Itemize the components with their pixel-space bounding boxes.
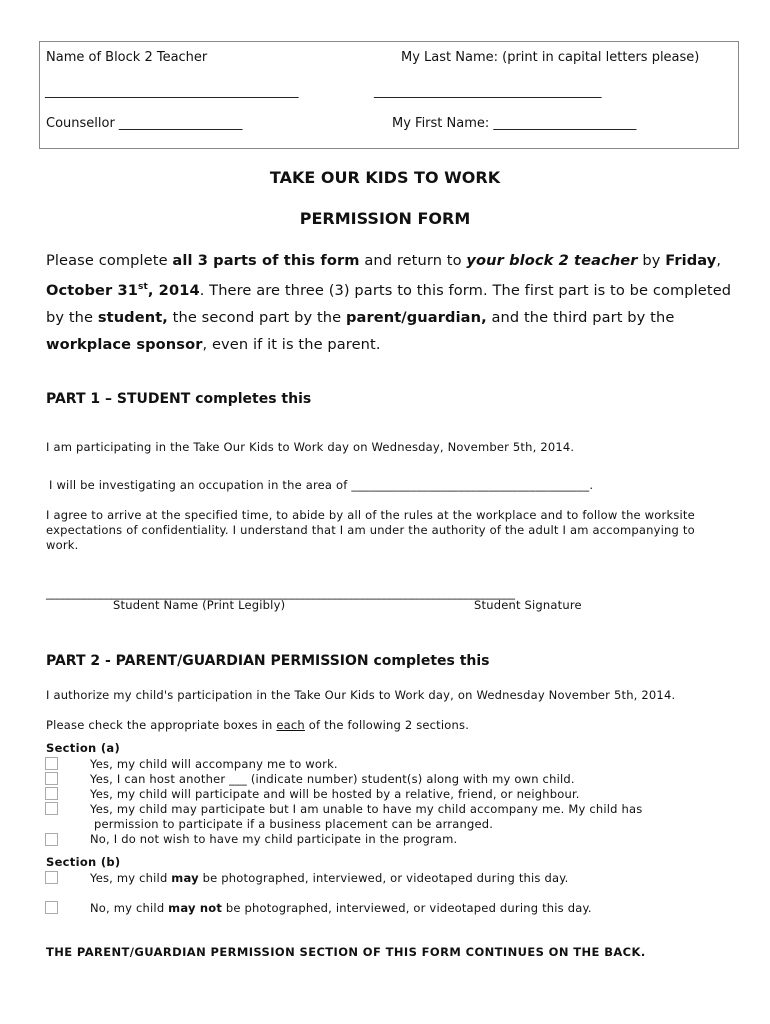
option-a4: Yes, my child may participate but I am unable to have my child accompany me. My child has <box>90 802 643 816</box>
teacher-label: Name of Block 2 Teacher <box>46 50 208 65</box>
continues-on-back-notice: THE PARENT/GUARDIAN PERMISSION SECTION OF THIS FORM CONTINUES ON THE BACK. <box>46 945 646 959</box>
form-subtitle: PERMISSION FORM <box>299 209 471 228</box>
student-info-box <box>39 41 739 149</box>
teacher-field[interactable]: _______________________________________ <box>45 84 299 99</box>
checkbox-a5[interactable] <box>45 833 58 846</box>
section-b-label: Section (b) <box>46 855 121 869</box>
student-name-label: Student Name (Print Legibly) <box>113 598 286 612</box>
checkbox-a1[interactable] <box>45 757 58 770</box>
part2-heading: PART 2 - PARENT/GUARDIAN PERMISSION completes this <box>46 653 490 669</box>
counsellor-field[interactable]: Counsellor ___________________ <box>46 116 243 131</box>
last-name-field[interactable]: ___________________________________ <box>374 84 602 99</box>
occupation-field[interactable]: I will be investigating an occupation in the area of ________________________________________. <box>49 478 594 492</box>
checkbox-b1[interactable] <box>45 871 58 884</box>
option-a1: Yes, my child will accompany me to work. <box>90 757 338 771</box>
option-b1: Yes, my child may be photographed, interviewed, or videotaped during this day. <box>90 871 569 885</box>
intro-paragraph: Please complete all 3 parts of this form and return to your block 2 teacher by Friday, October 31st, 2014. There are three (3) parts to this form. The first part is to be completed by the student, the second part by the parent/guardian, and the third part by the workplace sponsor, even if it is the parent. <box>46 252 732 353</box>
check-instruction: Please check the appropriate boxes in each of the following 2 sections. <box>46 718 470 732</box>
first-name-field[interactable]: My First Name: ______________________ <box>392 116 637 131</box>
student-signature-label: Student Signature <box>474 598 582 612</box>
option-b2: No, my child may not be photographed, interviewed, or videotaped during this day. <box>90 901 592 915</box>
form-title: TAKE OUR KIDS TO WORK <box>269 168 501 187</box>
checkbox-a3[interactable] <box>45 787 58 800</box>
option-a3: Yes, my child will participate and will be hosted by a relative, friend, or neighbour. <box>90 787 580 801</box>
authorize-statement: I authorize my child's participation in the Take Our Kids to Work day, on Wednesday November 5th, 2014. <box>46 688 676 702</box>
signature-line[interactable]: ______________________________________________________________________________________ <box>46 586 515 600</box>
option-a4-continued: permission to participate if a business placement can be arranged. <box>94 817 494 831</box>
part1-heading: PART 1 – STUDENT completes this <box>46 391 312 407</box>
section-a-label: Section (a) <box>46 741 121 755</box>
agreement-text: I agree to arrive at the specified time, to abide by all of the rules at the workplace and to follow the worksite expectations of confidentiality. I understand that I am under the authority of the adult I am accompanying to work. <box>46 508 695 552</box>
option-a2: Yes, I can host another ___ (indicate number) student(s) along with my own child. <box>90 772 575 786</box>
checkbox-a2[interactable] <box>45 772 58 785</box>
checkbox-b2[interactable] <box>45 901 58 914</box>
last-name-label: My Last Name: (print in capital letters please) <box>401 50 700 65</box>
option-a5: No, I do not wish to have my child participate in the program. <box>90 832 458 846</box>
participation-statement: I am participating in the Take Our Kids to Work day on Wednesday, November 5th, 2014. <box>46 440 575 454</box>
checkbox-a4[interactable] <box>45 802 58 815</box>
